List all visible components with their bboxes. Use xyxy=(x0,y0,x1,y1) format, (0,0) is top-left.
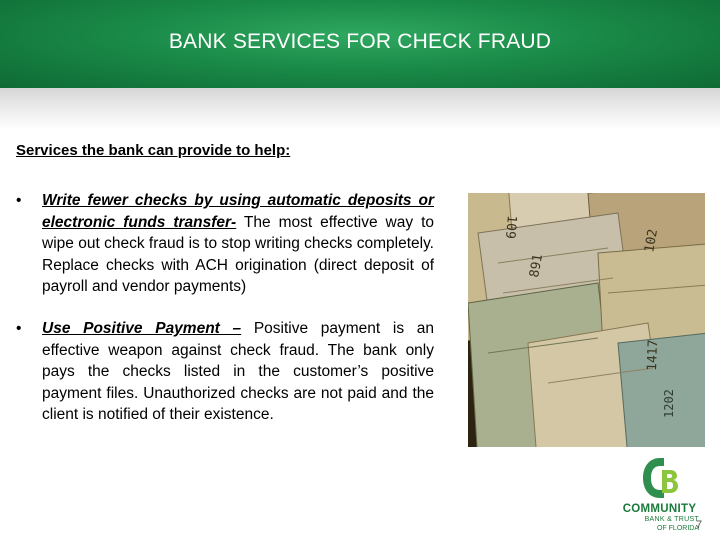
subheading: Services the bank can provide to help: xyxy=(16,142,291,159)
logo-line-3: OF FLORIDA xyxy=(656,525,699,532)
page-number: 7 xyxy=(696,519,703,531)
slide-title: BANK SERVICES FOR CHECK FRAUD xyxy=(168,30,552,53)
checks-illustration xyxy=(468,193,705,447)
bullet-emphasis: Use Positive Payment – xyxy=(42,319,242,337)
check-number: 1202 xyxy=(662,389,676,418)
check-number: 102 xyxy=(642,227,662,254)
bullet-marker: • xyxy=(16,192,22,209)
list-item xyxy=(16,318,434,426)
community-bank-logo xyxy=(612,456,707,536)
bullet-list xyxy=(16,190,434,446)
checks-photo xyxy=(468,193,705,447)
title-banner xyxy=(0,0,720,88)
bullet-marker: • xyxy=(16,319,22,337)
bullet-text: Positive payment is an effective weapon against check fraud. The bank only pays the checks listed in the customer’s positive payment files. Unauthorized checks are not paid and the client is notified of their existence. xyxy=(42,319,434,424)
check-number: 109 xyxy=(501,214,519,240)
list-item xyxy=(16,190,434,298)
logo-line-1: COMMUNITY xyxy=(622,503,697,515)
gray-gradient-band xyxy=(0,88,720,130)
check-number: 1417 xyxy=(645,339,662,372)
cb-monogram-icon xyxy=(640,456,680,502)
logo-line-2: BANK & TRUST xyxy=(644,516,699,523)
bullet-emphasis: Write fewer checks by using automatic deposits or electronic funds transfer- xyxy=(42,192,434,231)
check-number: 891 xyxy=(527,252,547,279)
bullet-text: The most effective way to wipe out check fraud is to stop writing checks completely. Replace checks with ACH origination (direct deposit of payroll and vendor payments) xyxy=(42,213,434,296)
